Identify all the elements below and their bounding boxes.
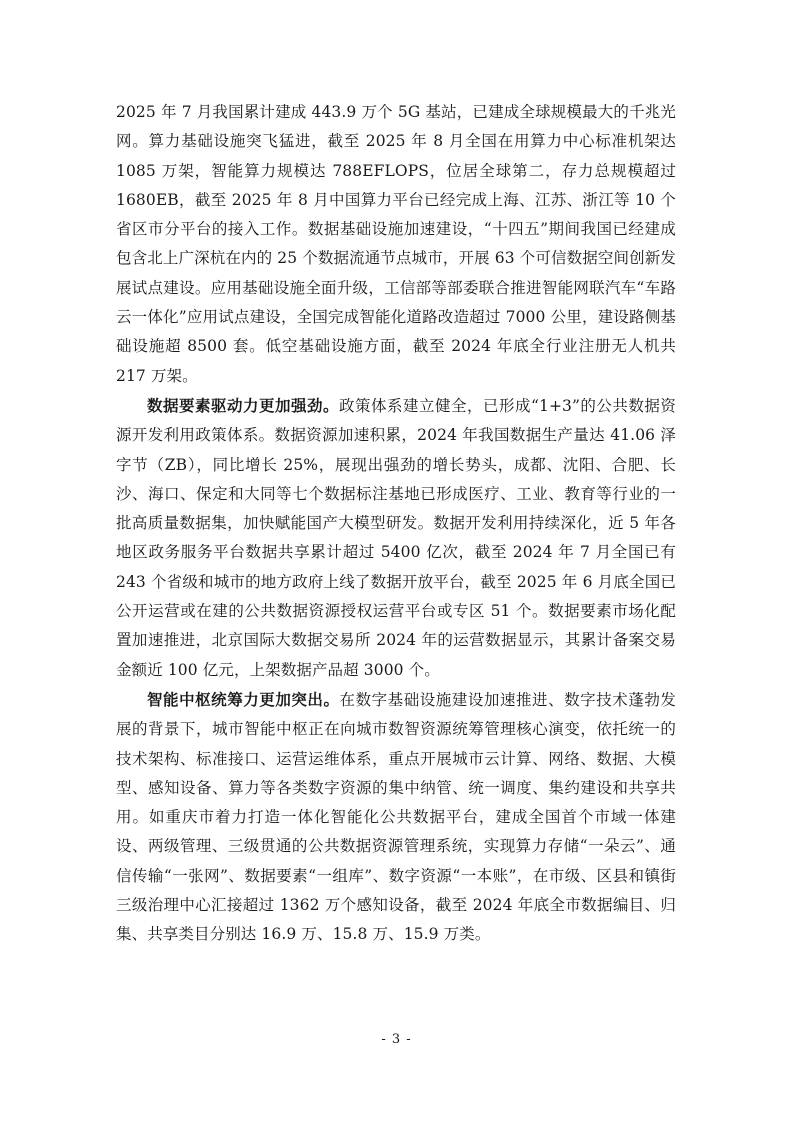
paragraph-lead-heading: 智能中枢统筹力更加突出。 (147, 689, 340, 709)
paragraph-intelligent-hub (116, 685, 676, 950)
document-body (116, 98, 676, 950)
paragraph-lead-heading: 数据要素驱动力更加强劲。 (147, 395, 339, 415)
paragraph-text: 在数字基础设施建设加速推进、数字技术蓬勃发展的背景下，城市智能中枢正在向城市数智资源统筹管理核心演变，依托统一的技术架构、标准接口、运营运维体系，重点开展城市云计算、网络、数据、大模型、感知设备、算力等各类数字资源的集中纳管、统一调度、集约建设和共享共用。如重庆市着力打造一体化智能化公共数据平台，建成全国首个市域一体建设、两级管理、三级贯通的公共数据资源管理系统，实现算力存储“一朵云”、通信传输“一张网”、数据要素“一组库”、数字资源“一本账”，在市级、区县和镇街三级治理中心汇接超过 1362 万个感知设备，截至 2024 年底全市数据编目、归集、共享类目分别达 16.9 万、15.8 万、15.9 万类。 (116, 690, 676, 944)
paragraph-text: 政策体系建立健全，已形成“1+3”的公共数据资源开发利用政策体系。数据资源加速积累，2024 年我国数据生产量达 41.06 泽字节（ZB），同比增长 25%，展现出强劲的增长势头，成都、沈阳、合肥、长沙、海口、保定和大同等七个数据标注基地已形成医疗、工业、教育等行业的一批高质量数据集，加快赋能国产大模型研发。数据开发利用持续深化，近 5 年各地区政务服务平台数据共享累计超过 5400 亿次，截至 2024 年 7 月全国已有 243 个省级和城市的地方政府上线了数据开放平台，截至 2025 年 6 月底全国已公开运营或在建的公共数据资源授权运营平台或专区 51 个。数据要素市场化配置加速推进，北京国际大数据交易所 2024 年的运营数据显示，其累计备案交易金额近 100 亿元，上架数据产品超 3000 个。 (116, 396, 676, 679)
paragraph-text: 2025 年 7 月我国累计建成 443.9 万个 5G 基站，已建成全球规模最大的千兆光网。算力基础设施突飞猛进，截至 2025 年 8 月全国在用算力中心标准机架达 1085 万架，智能算力规模达 788EFLOPS，位居全球第二，存力总规模超过 1680EB，截至 2025 年 8 月中国算力平台已经完成上海、江苏、浙江等 10 个省区市分平台的接入工作。数据基础设施加速建设，“十四五”期间我国已经建成包含北上广深杭在内的 25 个数据流通节点城市，开展 63 个可信数据空间创新发展试点建设。应用基础设施全面升级，工信部等部委联合推进智能网联汽车“车路云一体化”应用试点建设，全国完成智能化道路改造超过 7000 公里，建设路侧基础设施超 8500 套。低空基础设施方面，截至 2024 年底全行业注册无人机共 217 万架。 (116, 103, 676, 385)
paragraph-infrastructure (116, 98, 676, 391)
page-number: - 3 - (381, 1032, 412, 1047)
paragraph-data-elements (116, 391, 676, 685)
